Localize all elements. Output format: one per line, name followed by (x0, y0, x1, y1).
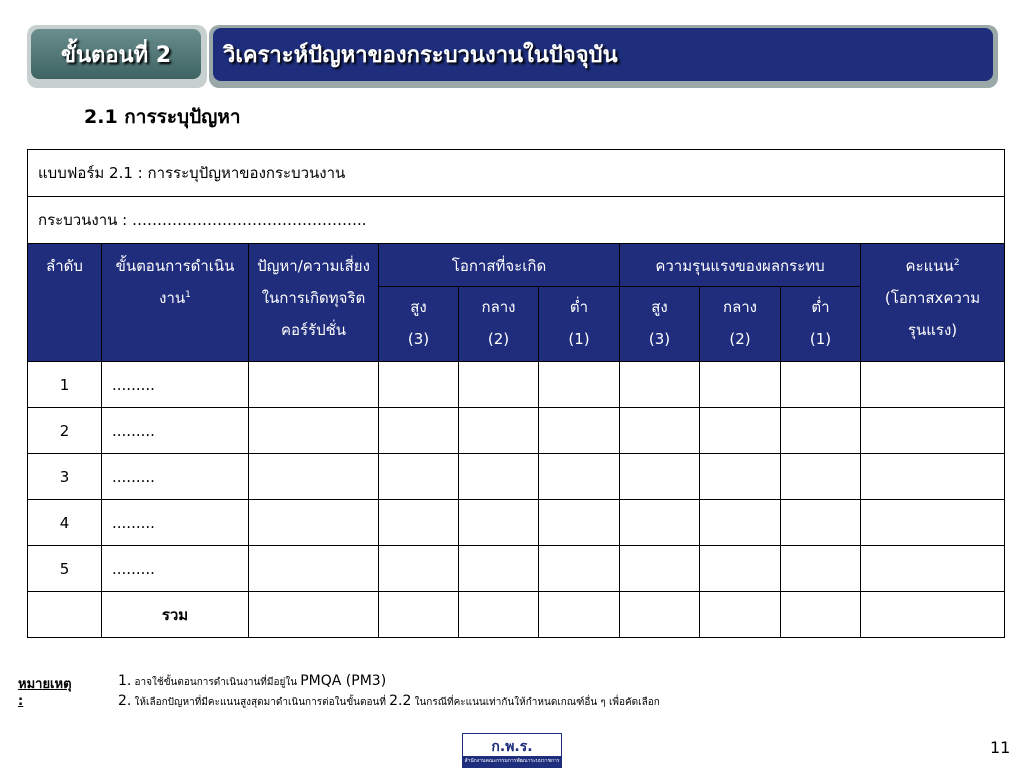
cell-problem[interactable] (249, 546, 379, 592)
total-problem[interactable] (249, 592, 379, 638)
form-title: แบบฟอร์ม 2.1 : การระบุปัญหาของกระบวนงาน (28, 150, 1005, 197)
step-label: ขั้นตอนที่ 2 (60, 42, 172, 68)
total-likelihood-high[interactable] (379, 592, 459, 638)
cell-severity-high[interactable] (620, 362, 700, 408)
cell-likelihood-high[interactable] (379, 500, 459, 546)
cell-severity-low[interactable] (781, 408, 861, 454)
total-row (28, 592, 1005, 638)
row-step[interactable]: ......... (102, 500, 249, 546)
cell-likelihood-high[interactable] (379, 546, 459, 592)
cell-likelihood-medium[interactable] (459, 454, 539, 500)
logo-text: ก.พ.ร. (491, 739, 533, 755)
note-2: 2. ให้เลือกปัญหาที่มีคะแนนสูงสุดมาดำเนินการต่อในขั้นตอนที่ 2.2 ในกรณีที่คะแนนเท่ากันให้กำหนดเกณฑ์อื่น ๆ เพื่อคัดเลือก (118, 693, 660, 709)
cell-likelihood-high[interactable] (379, 454, 459, 500)
cell-problem[interactable] (249, 500, 379, 546)
row-step[interactable]: ......... (102, 408, 249, 454)
total-likelihood-low[interactable] (539, 592, 620, 638)
row-number: 5 (28, 546, 102, 592)
section-title: 2.1 การระบุปัญหา (84, 106, 241, 128)
cell-severity-medium[interactable] (700, 500, 781, 546)
problem-form-table (27, 149, 1005, 638)
table-row (28, 362, 1005, 408)
table-row (28, 408, 1005, 454)
opdc-logo (462, 733, 562, 768)
cell-likelihood-medium[interactable] (459, 408, 539, 454)
cell-problem[interactable] (249, 454, 379, 500)
table-row (28, 500, 1005, 546)
total-blank (28, 592, 102, 638)
cell-score[interactable] (861, 546, 1005, 592)
cell-likelihood-low[interactable] (539, 546, 620, 592)
col-steps: ขั้นตอนการดำเนินงาน$^1$ (102, 244, 249, 362)
cell-likelihood-medium[interactable] (459, 546, 539, 592)
row-step[interactable]: ......... (102, 362, 249, 408)
severity-low: ต่ำ (1) (781, 287, 861, 362)
cell-likelihood-medium[interactable] (459, 500, 539, 546)
cell-severity-medium[interactable] (700, 454, 781, 500)
notes-label: หมายเหตุ : (18, 677, 72, 709)
process-row (28, 197, 1005, 244)
step-badge-inner (31, 29, 201, 79)
total-likelihood-medium[interactable] (459, 592, 539, 638)
row-step[interactable]: ......... (102, 546, 249, 592)
cell-likelihood-medium[interactable] (459, 362, 539, 408)
col-problem: ปัญหา/ความเสี่ยงในการเกิดทุจริตคอร์รัปชั่น (249, 244, 379, 362)
cell-severity-low[interactable] (781, 454, 861, 500)
likelihood-medium: กลาง (2) (459, 287, 539, 362)
step-badge (27, 25, 207, 88)
row-step[interactable]: ......... (102, 454, 249, 500)
total-severity-medium[interactable] (700, 592, 781, 638)
cell-score[interactable] (861, 362, 1005, 408)
col-order: ลำดับ (28, 244, 102, 362)
note-1: 1. อาจใช้ขั้นตอนการดำเนินงานที่มีอยู่ใน PMQA (PM3) (118, 673, 387, 689)
total-label: รวม (102, 592, 249, 638)
cell-likelihood-low[interactable] (539, 362, 620, 408)
cell-problem[interactable] (249, 362, 379, 408)
cell-severity-medium[interactable] (700, 546, 781, 592)
severity-high: สูง (3) (620, 287, 700, 362)
column-header-row (28, 244, 1005, 287)
cell-score[interactable] (861, 500, 1005, 546)
cell-score[interactable] (861, 454, 1005, 500)
cell-likelihood-low[interactable] (539, 454, 620, 500)
row-number: 2 (28, 408, 102, 454)
page-title: วิเคราะห์ปัญหาของกระบวนงานในปัจจุบัน (223, 43, 618, 68)
row-number: 4 (28, 500, 102, 546)
cell-severity-low[interactable] (781, 362, 861, 408)
cell-likelihood-low[interactable] (539, 408, 620, 454)
process-line: กระบวนงาน : ……………………………………….. (28, 197, 1005, 244)
cell-severity-high[interactable] (620, 500, 700, 546)
col-likelihood: โอกาสที่จะเกิด (379, 244, 620, 287)
page-number: 11 (990, 738, 1011, 757)
cell-likelihood-high[interactable] (379, 408, 459, 454)
likelihood-high: สูง (3) (379, 287, 459, 362)
total-severity-low[interactable] (781, 592, 861, 638)
row-number: 1 (28, 362, 102, 408)
cell-severity-medium[interactable] (700, 362, 781, 408)
cell-severity-low[interactable] (781, 546, 861, 592)
likelihood-low: ต่ำ (1) (539, 287, 620, 362)
title-bar (209, 25, 998, 88)
cell-severity-high[interactable] (620, 546, 700, 592)
col-score: คะแนน$^2$ (โอกาสxความรุนแรง) (861, 244, 1005, 362)
total-severity-high[interactable] (620, 592, 700, 638)
logo-strip: สำนักงานคณะกรรมการพัฒนาระบบราชการ (463, 756, 561, 767)
cell-problem[interactable] (249, 408, 379, 454)
cell-severity-high[interactable] (620, 408, 700, 454)
severity-medium: กลาง (2) (700, 287, 781, 362)
cell-likelihood-high[interactable] (379, 362, 459, 408)
row-number: 3 (28, 454, 102, 500)
title-bar-inner (213, 28, 993, 81)
cell-severity-high[interactable] (620, 454, 700, 500)
cell-likelihood-low[interactable] (539, 500, 620, 546)
form-title-row (28, 150, 1005, 197)
table-row (28, 546, 1005, 592)
col-severity: ความรุนแรงของผลกระทบ (620, 244, 861, 287)
table-row (28, 454, 1005, 500)
cell-severity-low[interactable] (781, 500, 861, 546)
cell-severity-medium[interactable] (700, 408, 781, 454)
total-score[interactable] (861, 592, 1005, 638)
cell-score[interactable] (861, 408, 1005, 454)
